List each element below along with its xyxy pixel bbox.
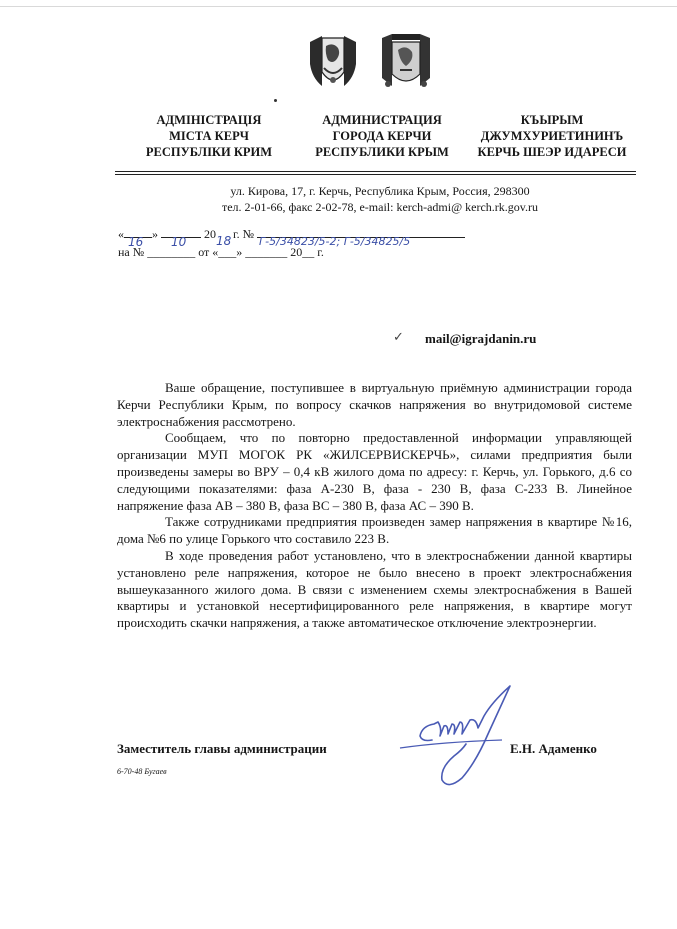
executor-note: 6-70-48 Бугаев (117, 767, 167, 776)
header-crimean-tatar: КЪЫРЫМ ДЖУМХУРИЕТИНИНЪ КЕРЧЬ ШЕЭР ИДАРЕСИ (477, 113, 627, 159)
handwritten-signature (392, 682, 522, 792)
emblems (308, 34, 432, 90)
stray-mark (274, 99, 277, 102)
handwritten-year: 18 (216, 234, 232, 248)
paragraph-1: Ваше обращение, поступившее в виртуальную приёмную администрации города Керчи Республики Крым, по вопросу скачков напряжения во внутридомовой системе электроснабжения рассмотрено. (117, 380, 632, 429)
address-block (170, 183, 590, 215)
paragraph-3: Также сотрудниками предприятия произведен замер напряжения в квартире №16, дома №6 по улице Горького что составило 223 В. (117, 514, 632, 547)
handwritten-day: 16 (128, 235, 144, 249)
kerch-coat-of-arms-icon (382, 34, 430, 87)
paragraph-4: В ходе проведения работ установлено, что в электроснабжении данной квартиры установлено реле напряжения, которое не было внесено в проект электроснабжения вышеуказанного жилого дома. В связи с изменением схемы электроснабжения в Вашей квартиры и установкой несертифицированного реле напряжения, в квартире могут происходить скачки напряжения, а также автоматическое отключение электроэнергии. (117, 547, 632, 631)
outgoing-registration: « 16 » 10 20 18 г. № Г-5/34823/5-2; Г-5/34825/5 (118, 226, 465, 242)
signatory-title: Заместитель главы администрации (117, 741, 327, 756)
recipient-email: mail@igrajdanin.ru (425, 331, 537, 346)
header-ukrainian: АДМІНІСТРАЦІЯ МІСТА КЕРЧ РЕСПУБЛІКИ КРИМ (145, 113, 273, 159)
handwritten-number: Г-5/34823/5-2; Г-5/34825/5 (259, 235, 411, 248)
header-russian: АДМИНИСТРАЦИЯ ГОРОДА КЕРЧИ РЕСПУБЛИКИ КРЫМ (315, 113, 449, 159)
reply-registration: на № ________ от «___» _______ 20__ г. (118, 245, 324, 259)
address-line: ул. Кирова, 17, г. Керчь, Республика Крым, Россия, 298300 (230, 184, 530, 198)
header-divider-top (115, 171, 636, 172)
contacts-line: тел. 2-01-66, факс 2-02-78, e-mail: kerch-admi@ kerch.rk.gov.ru (221, 200, 539, 214)
letter-body (117, 380, 632, 632)
scan-edge-line (0, 6, 677, 7)
signatory-name: Е.Н. Адаменко (510, 741, 597, 756)
header-divider-bottom (115, 174, 636, 175)
handwritten-month: 10 (171, 235, 187, 249)
paragraph-2: Сообщаем, что по повторно предоставленной информации управляющей организации МУП МОГОК РК «ЖИЛСЕРВИСКЕРЧЬ», силами предприятия были произведены замеры во ВРУ – 0,4 кВ жилого дома по адресу: г. Керчь, ул. Горького, д.6 со следующими показателями: фаза А-230 В, фаза - 230 В, фаза С-233 В. Линейное напряжение фаза АВ – 380 В, фаза ВС – 380 В, фаза АС – 390 В. (117, 430, 632, 513)
check-mark-icon: ✓ (393, 329, 404, 344)
crimea-coat-of-arms-icon (310, 36, 356, 86)
